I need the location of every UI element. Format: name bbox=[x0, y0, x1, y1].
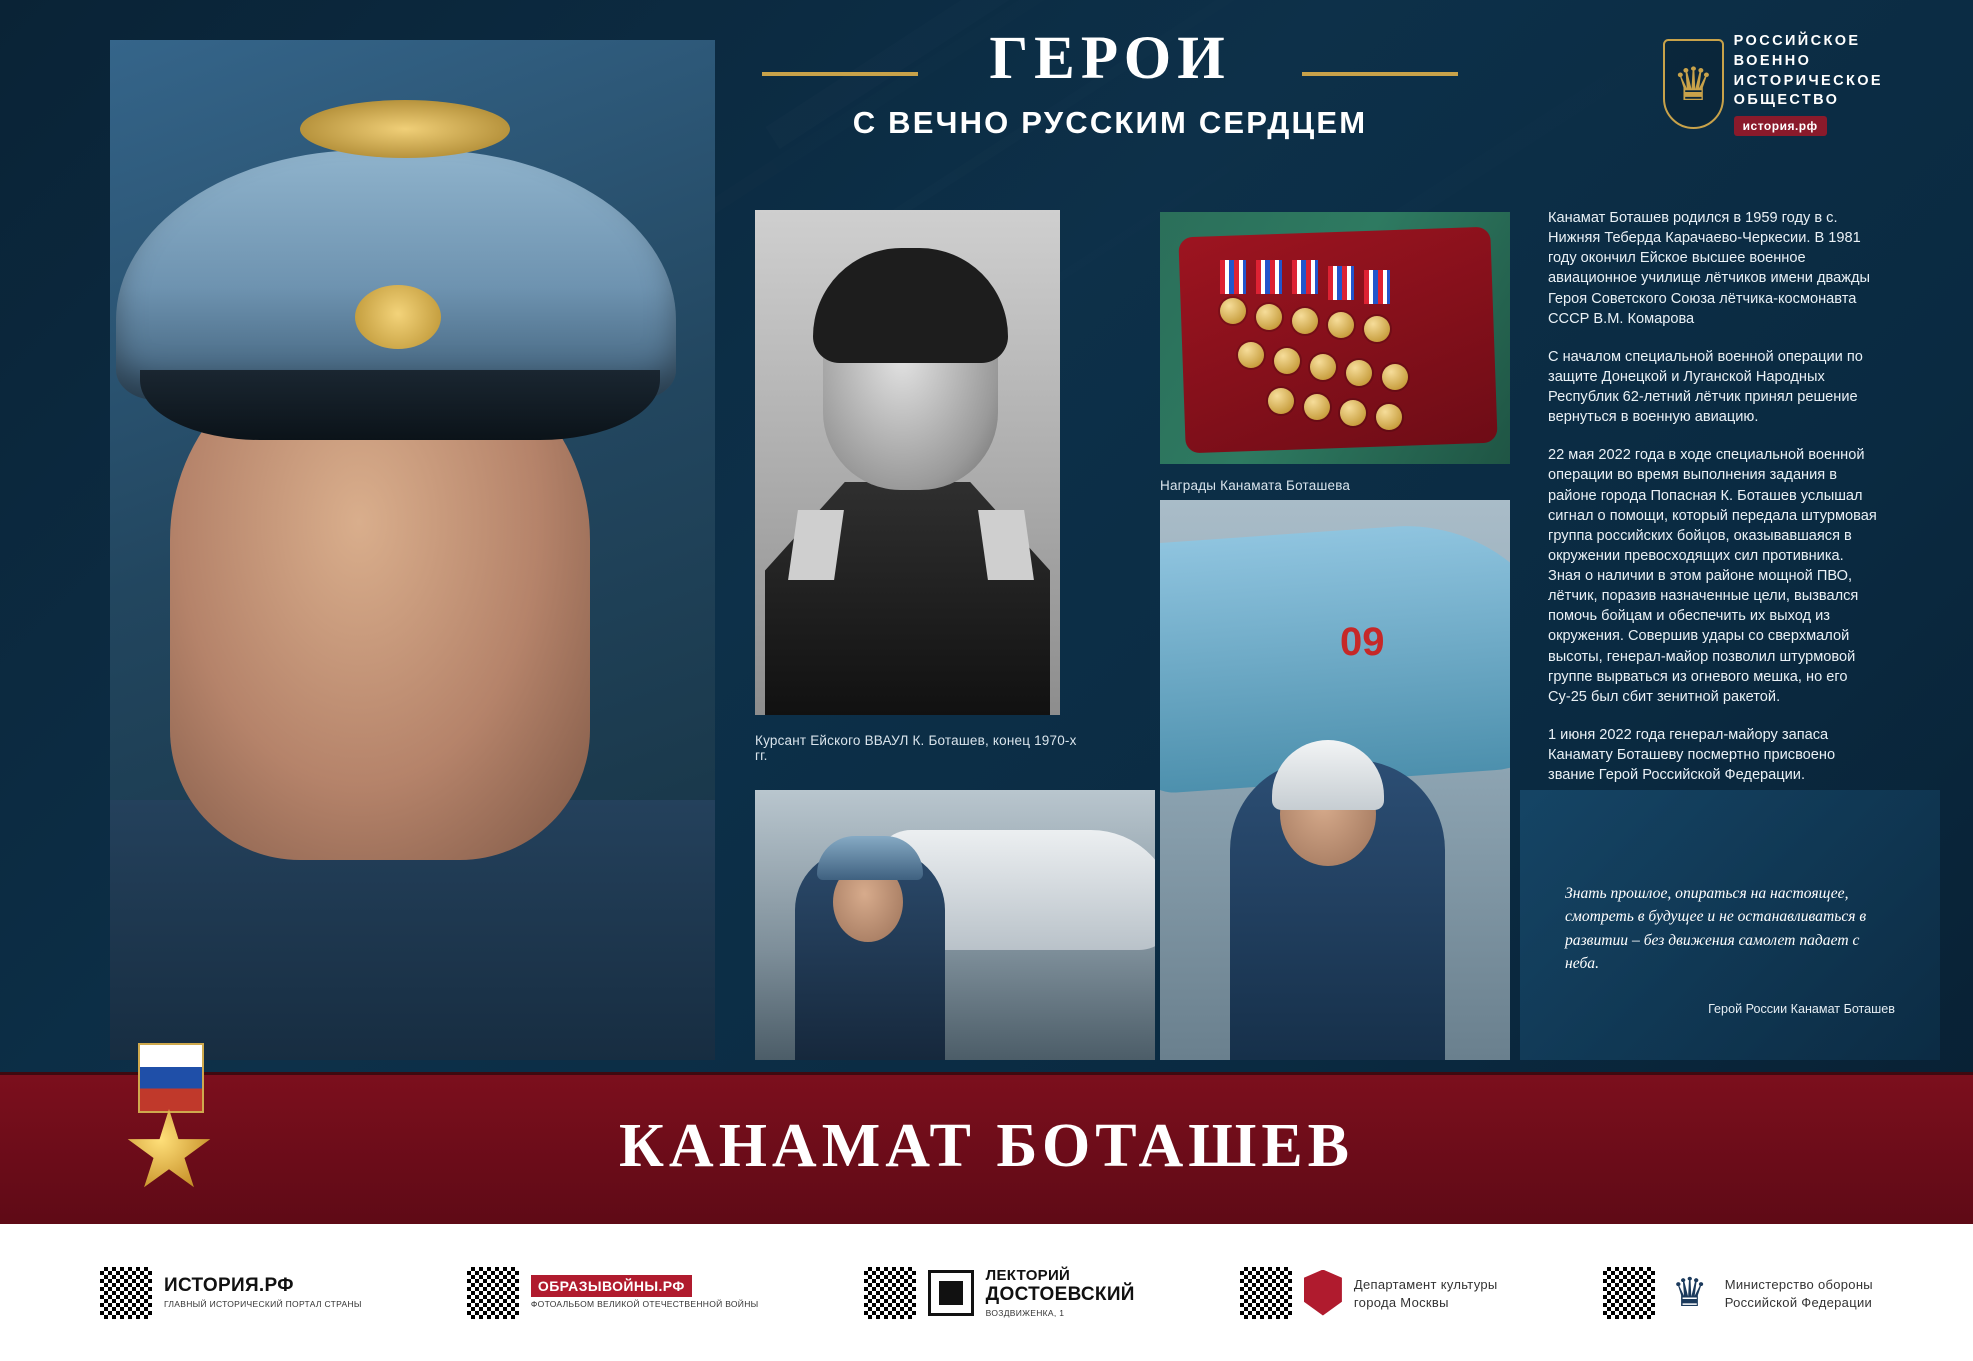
photo-cadet bbox=[755, 210, 1060, 715]
biography-paragraph: С началом специальной военной операции по защите Донецкой и Луганской Народных Республик 62-летний лётчик принял решение вернуться в военную авиацию. bbox=[1548, 348, 1863, 426]
medal-icon bbox=[1256, 304, 1282, 330]
footer-subtitle: ВОЗДВИЖЕНКА, 1 bbox=[985, 1307, 1065, 1318]
caption-awards: Награды Канамата Боташева bbox=[1160, 478, 1351, 493]
medal-ribbon-icon bbox=[1364, 270, 1390, 304]
photo-main-portrait bbox=[110, 40, 715, 1060]
footer-item-dep-kultury[interactable] bbox=[1240, 1267, 1498, 1319]
rvio-site-badge[interactable]: история.рф bbox=[1734, 116, 1827, 136]
biography-paragraph: Канамат Боташев родился в 1959 году в с. Нижняя Теберда Карачаево-Черкесии. В 1981 году окончил Ейское высшее военное авиационное училище лётчиков имени дважды Героя Советского Союза лётчика-космонавта СССР В.М. Комарова bbox=[1548, 210, 1871, 327]
footer-title-2: города Москвы bbox=[1353, 1294, 1449, 1310]
footer-title: Министерство обороны bbox=[1724, 1276, 1873, 1292]
double-headed-eagle-icon: ♛ bbox=[1663, 39, 1724, 129]
medal-icon bbox=[1382, 364, 1408, 390]
qr-code-icon[interactable] bbox=[467, 1267, 519, 1319]
photo-shoulder-board bbox=[978, 510, 1034, 580]
photo-awards bbox=[1160, 212, 1510, 464]
caption-cadet: Курсант Ейского ВВАУЛ К. Боташев, конец 1970-х гг. bbox=[755, 733, 1077, 763]
lectorium-mark-icon bbox=[928, 1270, 974, 1316]
medal-ribbon-icon bbox=[1292, 260, 1318, 294]
hero-name: КАНАМАТ БОТАШЕВ bbox=[618, 1112, 1355, 1180]
photo-peaked-cap bbox=[817, 836, 923, 880]
title-block bbox=[730, 25, 1490, 141]
footer-partners bbox=[0, 1224, 1973, 1361]
biography-paragraph: 22 мая 2022 года в ходе специальной военной операции во время выполнения задания в районе города Попасная К. Боташев услышал сигнал о помощи, который передала штурмовая группа российских бойцов, оказывавшаяся в окружении превосходящих сил противника. Зная о наличии в этом районе мощной ПВО, лётчик, поразив назначенные цели, вызвался помочь бойцам и обеспечить их выход из окружения. Совершив удары со сверхмалой высоты, генерал-майор позволил штурмовой группе вырваться из огневого мешка, но его Су-25 был сбит зенитной ракетой. bbox=[1548, 447, 1877, 705]
medal-icon bbox=[1274, 348, 1300, 374]
footer-title: ОБРАЗЫВОЙНЫ.РФ bbox=[531, 1275, 692, 1297]
medal-icon bbox=[1364, 316, 1390, 342]
photo-officer-aircraft bbox=[755, 790, 1155, 1060]
biography-text bbox=[1548, 208, 1878, 803]
rvio-line-2: ВОЕННО bbox=[1733, 52, 1812, 69]
medal-icon bbox=[1238, 342, 1264, 368]
page-subtitle: С ВЕЧНО РУССКИМ СЕРДЦЕМ bbox=[852, 105, 1368, 140]
footer-title-2: Российской Федерации bbox=[1724, 1294, 1873, 1310]
photo-cap-visor bbox=[140, 370, 660, 440]
footer-item-minoborony[interactable] bbox=[1603, 1267, 1873, 1319]
footer-title: Департамент культуры bbox=[1353, 1276, 1498, 1292]
footer-title-2: ДОСТОЕВСКИЙ bbox=[985, 1283, 1135, 1305]
air-force-wings-icon bbox=[300, 100, 510, 158]
medal-ribbon-icon bbox=[1328, 266, 1354, 300]
medal-ribbon-icon bbox=[1256, 260, 1282, 294]
rvio-logo bbox=[1663, 33, 1883, 133]
quote-text: Знать прошлое, опираться на настоящее, смотреть в будущее и не останавливаться в развитии – без движения самолет падает с неба. bbox=[1565, 885, 1867, 973]
rvio-logo-text bbox=[1734, 32, 1883, 135]
footer-subtitle: ГЛАВНЫЙ ИСТОРИЧЕСКИЙ ПОРТАЛ СТРАНЫ bbox=[164, 1299, 362, 1310]
footer-item-istoria-rf[interactable] bbox=[100, 1267, 362, 1319]
medal-icon bbox=[1310, 354, 1336, 380]
medal-icon bbox=[1328, 312, 1354, 338]
quote-box bbox=[1520, 790, 1940, 1060]
medal-icon bbox=[1292, 308, 1318, 334]
medal-icon bbox=[1340, 400, 1366, 426]
medal-icon bbox=[1268, 388, 1294, 414]
medal-icon bbox=[1376, 404, 1402, 430]
double-headed-eagle-icon: ♛ bbox=[1671, 1270, 1708, 1315]
cockade-icon bbox=[355, 285, 441, 349]
medal-icon bbox=[1304, 394, 1330, 420]
qr-code-icon[interactable] bbox=[100, 1267, 152, 1319]
rvio-line-1: РОССИЙСКОЕ bbox=[1733, 33, 1861, 50]
jet-board-number: 09 bbox=[1340, 620, 1385, 664]
qr-code-icon[interactable] bbox=[864, 1267, 916, 1319]
medal-icon bbox=[1220, 298, 1246, 324]
medal-ribbon-icon bbox=[138, 1043, 204, 1113]
medal-ribbon-icon bbox=[1220, 260, 1246, 294]
rvio-line-4: ОБЩЕСТВО bbox=[1733, 92, 1840, 109]
qr-code-icon[interactable] bbox=[1603, 1267, 1655, 1319]
footer-item-lectorium[interactable] bbox=[864, 1267, 1135, 1319]
qr-code-icon[interactable] bbox=[1240, 1267, 1292, 1319]
footer-title: ЛЕКТОРИЙ bbox=[985, 1266, 1071, 1284]
quote-author: Герой России Канамат Боташев bbox=[1708, 1002, 1895, 1016]
footer-title: ИСТОРИЯ.РФ bbox=[164, 1275, 294, 1297]
page-title: ГЕРОИ bbox=[989, 25, 1231, 92]
photo-pilot-jet bbox=[1160, 500, 1510, 1060]
medal-icon bbox=[1346, 360, 1372, 386]
photo-shoulder-board bbox=[788, 510, 844, 580]
moscow-coat-of-arms-icon bbox=[1304, 1270, 1342, 1316]
footer-subtitle: ФОТОАЛЬБОМ ВЕЛИКОЙ ОТЕЧЕСТВЕННОЙ ВОЙНЫ bbox=[530, 1299, 759, 1310]
rvio-line-3: ИСТОРИЧЕСКОЕ bbox=[1733, 72, 1883, 89]
footer-item-obraz-voyny[interactable] bbox=[467, 1267, 759, 1319]
hero-name-band bbox=[0, 1072, 1973, 1227]
biography-paragraph: 1 июня 2022 года генерал-майору запаса Канамату Боташеву посмертно присвоено звание Герой Российской Федерации. bbox=[1548, 726, 1836, 784]
